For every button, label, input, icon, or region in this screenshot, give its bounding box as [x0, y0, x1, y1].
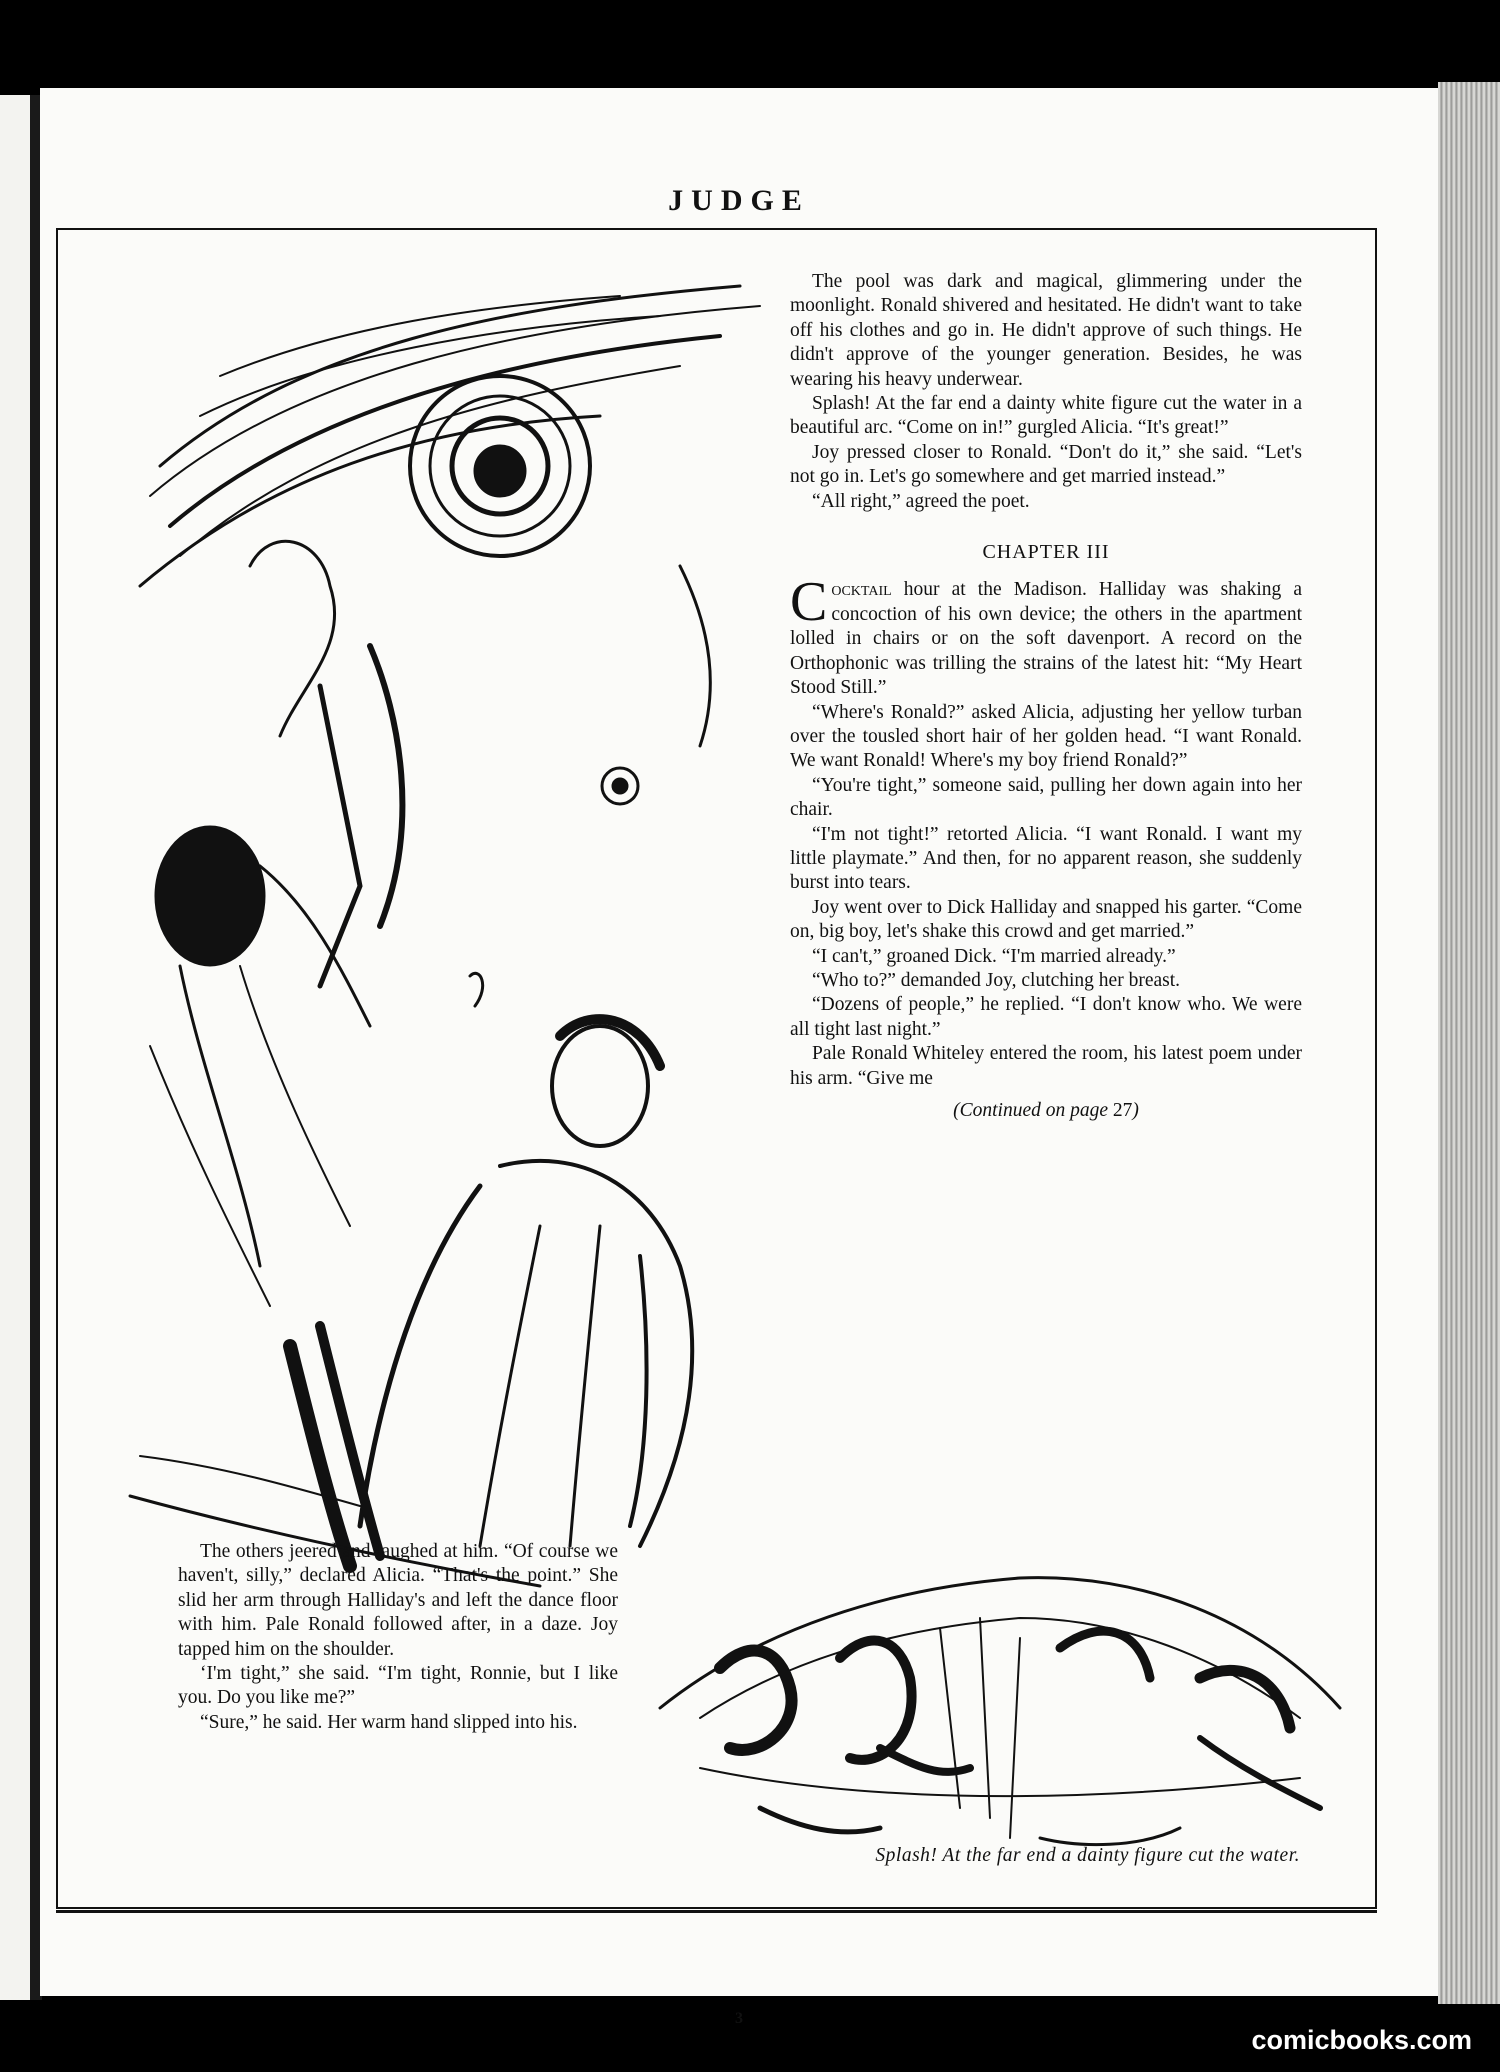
chapter-paragraph-5: “I can't,” groaned Dick. “I'm married already.”	[812, 945, 1176, 967]
continued-page-link[interactable]: 27	[1112, 1100, 1133, 1121]
masthead: JUDGE	[668, 184, 810, 217]
left-paragraph-2: ‘I'm tight,” she said. “I'm tight, Ronnie, but I like you. Do you like me?”	[178, 1663, 618, 1709]
right-paragraph-4: “All right,” agreed the poet.	[812, 490, 1030, 512]
right-column	[790, 270, 1302, 1123]
chapter-paragraph-4: Joy went over to Dick Halliday and snapped his garter. “Come on, big boy, let's shake this crowd and get married.”	[790, 896, 1302, 943]
magazine-page	[40, 88, 1438, 2027]
page-number: 3	[735, 2010, 743, 2027]
chapter-paragraph-8: Pale Ronald Whiteley entered the room, his latest poem under his arm. “Give me	[790, 1043, 1302, 1089]
chapter-heading: CHAPTER III	[982, 541, 1110, 564]
opening-text: hour at the Madison. Halliday was shaking a concoction of his own device; the others in the apartment lolled in chairs or on the soft davenport. A record on the Orthophonic was trilling the strains of the latest hit: “My Heart Stood Still.”	[790, 579, 1302, 699]
right-paragraph-1: The pool was dark and magical, glimmering under the moonlight. Ronald shivered and hesitated. He didn't want to take off his clothes and go in. He didn't approve of such things. He didn't approve of the younger generation. Besides, he was wearing his heavy underwear.	[790, 271, 1302, 390]
right-paragraph-3: Joy pressed closer to Ronald. “Don't do it,” she said. “Let's not go in. Let's go somewhere and get married instead.”	[790, 441, 1302, 488]
continued-close: )	[1132, 1100, 1139, 1121]
continued-note	[790, 1099, 1302, 1123]
chapter-paragraph-1: “Where's Ronald?” asked Alicia, adjusting her yellow turban over the tousled short hair of her golden head. “I want Ronald. We want Ronald! Where's my boy friend Ronald?”	[790, 701, 1302, 772]
watermark-logo: comicbooks.com	[1251, 2025, 1472, 2055]
left-paragraph-1: The others jeered and laughed at him. “Of course we haven't, silly,” declared Alicia. “That's the point.” She slid her arm through Halliday's and left the dance floor with him. Pale Ronald followed after, in a daze. Joy tapped him on the shoulder.	[178, 1541, 618, 1660]
left-column	[178, 1540, 618, 1735]
continued-text: (Continued on page	[953, 1100, 1113, 1121]
chapter-paragraph-7: “Dozens of people,” he replied. “I don't know who. We were all tight last night.”	[790, 994, 1302, 1040]
illustration-caption: Splash! At the far end a dainty figure cut the water.	[875, 1845, 1300, 1866]
chapter-paragraph-2: “You're tight,” someone said, pulling her down again into her chair.	[790, 774, 1302, 821]
page-stack-edge	[1438, 82, 1500, 2004]
chapter-opening-paragraph	[790, 571, 1302, 700]
left-paragraph-3: “Sure,” he said. Her warm hand slipped into his.	[200, 1711, 578, 1733]
left-page-edge	[0, 95, 30, 2000]
opening-word: ocktail	[831, 579, 892, 601]
frame-rule	[56, 1910, 1377, 1913]
chapter-paragraph-6: “Who to?” demanded Joy, clutching her breast.	[812, 969, 1181, 991]
right-paragraph-2: Splash! At the far end a dainty white figure cut the water in a beautiful arc. “Come on in!” gurgled Alicia. “It's great!”	[790, 393, 1302, 439]
illustration-dancing-couple	[120, 266, 790, 1616]
chapter-paragraph-3: “I'm not tight!” retorted Alicia. “I want Ronald. I want my little playmate.” And then, for no apparent reason, she suddenly burst into tears.	[790, 823, 1302, 894]
drop-cap: C	[790, 571, 828, 634]
